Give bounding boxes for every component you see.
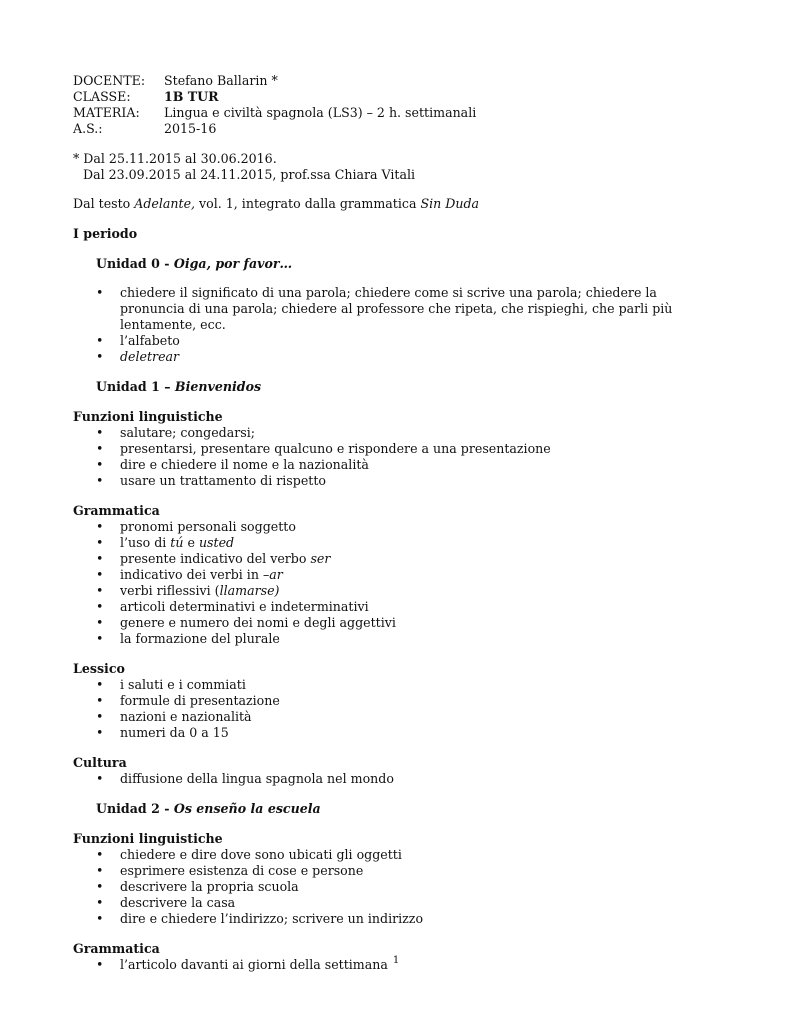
header-row-as: [73, 121, 723, 137]
list-item-text: descrivere la casa: [120, 895, 236, 910]
list-item-text: presentarsi, presentare qualcuno e rispondere a una presentazione: [120, 441, 551, 456]
bullet-icon: •: [96, 519, 104, 534]
list-item: [73, 583, 723, 599]
list-item: [73, 567, 723, 583]
section-heading: Funzioni linguistiche: [73, 409, 223, 424]
intro-text: Dal testo: [73, 196, 135, 211]
footnote-block: [73, 151, 723, 183]
list-item: [73, 349, 723, 365]
list-item-text: usted: [198, 535, 235, 550]
bullet-icon: •: [96, 473, 104, 488]
school-year: 2015-16: [164, 121, 217, 136]
list-item-text: l’articolo davanti ai giorni della settimana: [120, 957, 388, 972]
list-item-text: genere e numero dei nomi e degli aggettivi: [120, 615, 396, 630]
unit-label: Unidad 2 -: [96, 801, 174, 816]
textbook-line: [73, 196, 723, 212]
header-row-docente: [73, 73, 723, 89]
bullet-icon: •: [96, 693, 104, 708]
page-number: 1: [392, 955, 400, 966]
list-item-text: llamarse): [219, 583, 280, 598]
unit-label: Unidad 1 –: [96, 379, 175, 394]
list-item-text: descrivere la propria scuola: [120, 879, 299, 894]
bullet-list: [73, 519, 723, 647]
teacher-name: Stefano Ballarin *: [164, 73, 278, 88]
section-heading: Grammatica: [73, 503, 160, 518]
list-item: [73, 693, 723, 709]
list-item-text: l’alfabeto: [120, 333, 180, 348]
list-item-text: formule di presentazione: [120, 693, 280, 708]
bullet-icon: •: [96, 677, 104, 692]
list-item-text: e: [183, 535, 199, 550]
textbook-title: Adelante,: [134, 196, 196, 211]
list-item: [73, 333, 723, 349]
list-item: [73, 725, 723, 741]
note-line: Dal 23.09.2015 al 24.11.2015, prof.ssa Chiara Vitali: [83, 167, 416, 182]
section-heading: Grammatica: [73, 941, 160, 956]
unit-title: Bienvenidos: [174, 379, 262, 394]
bullet-icon: •: [96, 615, 104, 630]
bullet-list: [73, 847, 723, 927]
bullet-icon: •: [96, 425, 104, 440]
list-item-text: i saluti e i commiati: [120, 677, 246, 692]
list-item-text: chiedere e dire dove sono ubicati gli oggetti: [120, 847, 402, 862]
list-item-text: esprimere esistenza di cose e persone: [120, 863, 364, 878]
bullet-icon: •: [96, 535, 104, 550]
header-row-materia: [73, 105, 723, 121]
unit-title: Os enseño la escuela: [173, 801, 321, 816]
bullet-icon: •: [96, 599, 104, 614]
list-item: [73, 631, 723, 647]
list-item-text: verbi riflessivi (: [120, 583, 220, 598]
bullet-list: [73, 425, 723, 489]
bullet-icon: •: [96, 771, 104, 786]
header-key: CLASSE:: [73, 89, 131, 104]
bullet-icon: •: [96, 583, 104, 598]
header-key: MATERIA:: [73, 105, 140, 120]
list-item-text: salutare; congedarsi;: [120, 425, 255, 440]
list-item-text: dire e chiedere l’indirizzo; scrivere un indirizzo: [120, 911, 424, 926]
unit-heading: [73, 256, 723, 272]
list-item: [73, 879, 723, 895]
unit-heading: [73, 379, 723, 395]
subject-name: Lingua e civiltà spagnola (LS3) – 2 h. settimanali: [164, 105, 477, 120]
list-item-text: ser: [310, 551, 331, 566]
bullet-icon: •: [96, 333, 104, 348]
period-heading: I periodo: [73, 226, 138, 241]
bullet-icon: •: [96, 957, 104, 972]
list-item-text: numeri da 0 a 15: [120, 725, 229, 740]
bullet-icon: •: [96, 709, 104, 724]
intro-text: vol. 1, integrato dalla grammatica: [195, 196, 421, 211]
bullet-icon: •: [96, 895, 104, 910]
header-block: [73, 73, 723, 137]
class-name: 1B TUR: [164, 89, 219, 104]
section-heading: Funzioni linguistiche: [73, 831, 223, 846]
bullet-icon: •: [96, 567, 104, 582]
list-item: [73, 551, 723, 567]
list-item-text: –ar: [262, 567, 283, 582]
list-item: [73, 535, 723, 551]
bullet-icon: •: [96, 441, 104, 456]
header-key: DOCENTE:: [73, 73, 146, 88]
bullet-icon: •: [96, 349, 104, 364]
bullet-icon: •: [96, 285, 104, 300]
unit-title: Oiga, por favor…: [173, 256, 293, 271]
header-row-classe: [73, 89, 723, 105]
list-item-text: pronomi personali soggetto: [120, 519, 296, 534]
header-key: A.S.:: [73, 121, 103, 136]
document-page: [73, 73, 723, 973]
section-heading: Lessico: [73, 661, 125, 676]
list-item: [73, 425, 723, 441]
bullet-icon: •: [96, 911, 104, 926]
list-item: [73, 519, 723, 535]
list-item-text: l’uso di: [120, 535, 171, 550]
bullet-icon: •: [96, 863, 104, 878]
list-item: [73, 285, 723, 333]
list-item: [73, 709, 723, 725]
list-item-text: dire e chiedere il nome e la nazionalità: [120, 457, 369, 472]
list-item-text: indicativo dei verbi in: [120, 567, 263, 582]
list-item: [73, 847, 723, 863]
bullet-list: [73, 285, 723, 365]
grammar-book-title: Sin Duda: [420, 196, 480, 211]
list-item-text: usare un trattamento di rispetto: [120, 473, 326, 488]
bullet-icon: •: [96, 847, 104, 862]
list-item: [73, 895, 723, 911]
bullet-list: [73, 677, 723, 741]
list-item: [73, 771, 723, 787]
list-item-text: la formazione del plurale: [120, 631, 280, 646]
list-item: [73, 615, 723, 631]
note-line: * Dal 25.11.2015 al 30.06.2016.: [73, 151, 277, 166]
list-item-text: articoli determinativi e indeterminativi: [120, 599, 369, 614]
bullet-icon: •: [96, 725, 104, 740]
unit-heading: [73, 801, 723, 817]
bullet-icon: •: [96, 551, 104, 566]
list-item-text: chiedere il significato di una parola; chiedere come si scrive una parola; chiedere la pronuncia di una parola; chiedere al professore che ripeta, che rispieghi, che parli più lentamente, ecc.: [120, 285, 673, 332]
list-item: [73, 677, 723, 693]
bullet-list: [73, 771, 723, 787]
list-item: [73, 863, 723, 879]
bullet-icon: •: [96, 457, 104, 472]
bullet-icon: •: [96, 879, 104, 894]
list-item-text: nazioni e nazionalità: [120, 709, 252, 724]
list-item-text: deletrear: [120, 349, 180, 364]
list-item-text: diffusione della lingua spagnola nel mondo: [120, 771, 394, 786]
list-item: [73, 599, 723, 615]
list-item-text: tú: [170, 535, 184, 550]
list-item: [73, 441, 723, 457]
section-heading: Cultura: [73, 755, 127, 770]
list-item: [73, 911, 723, 927]
unit-label: Unidad 0 -: [96, 256, 174, 271]
bullet-icon: •: [96, 631, 104, 646]
list-item: [73, 457, 723, 473]
list-item-text: presente indicativo del verbo: [120, 551, 311, 566]
list-item: [73, 473, 723, 489]
